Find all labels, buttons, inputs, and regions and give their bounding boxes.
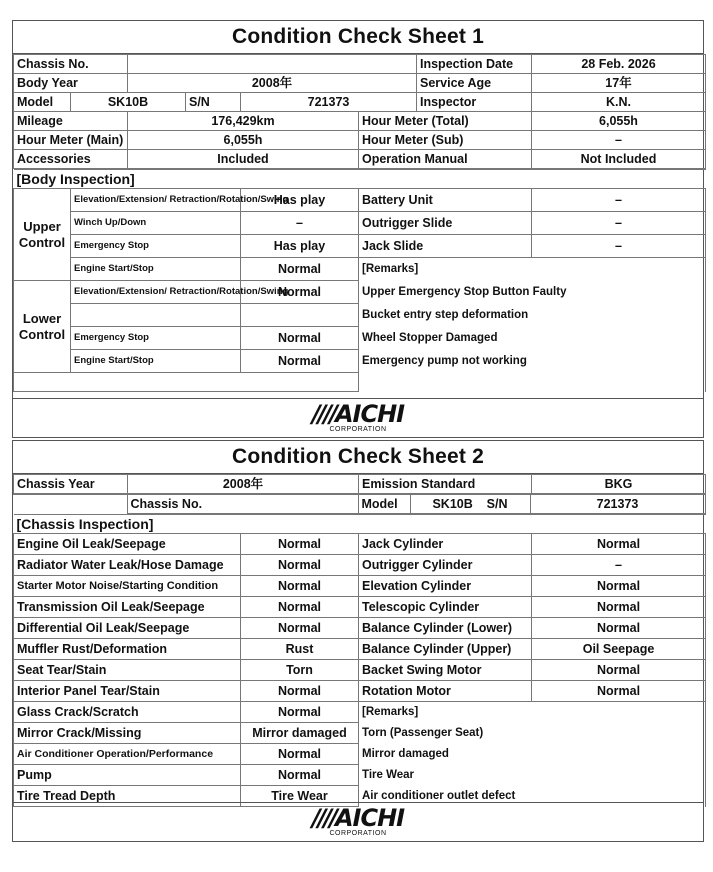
- body-inspection-table: [13, 169, 706, 392]
- chassis-item-value: Normal: [241, 744, 359, 765]
- emission-value: BKG: [532, 475, 706, 494]
- cylinder-item: Outrigger Cylinder: [359, 555, 532, 576]
- chassis-item: Seat Tear/Stain: [14, 660, 241, 681]
- inspector-value: K.N.: [532, 93, 706, 112]
- logo-name: AICHI: [334, 400, 405, 428]
- cylinder-item: Jack Cylinder: [359, 534, 532, 555]
- remarks-label: [Remarks]: [359, 702, 706, 723]
- lower-control-value: Normal: [241, 281, 359, 304]
- cylinder-item-value: Normal: [532, 576, 706, 597]
- chassis-item: Transmission Oil Leak/Seepage: [14, 597, 241, 618]
- mileage-value: 176,429km: [128, 112, 359, 131]
- cylinder-item-value: Normal: [532, 660, 706, 681]
- hour-sub-label: Hour Meter (Sub): [359, 131, 532, 150]
- right-item: Outrigger Slide: [359, 212, 532, 235]
- chassis-item-value: Normal: [241, 555, 359, 576]
- sn-value: 721373: [530, 495, 705, 514]
- chassis-item-value: Normal: [241, 576, 359, 597]
- lower-control-item: Elevation/Extension/ Retraction/Rotation/Swing: [71, 281, 241, 304]
- chassis-item-value: Normal: [241, 534, 359, 555]
- hour-total-label: Hour Meter (Total): [359, 112, 532, 131]
- operation-manual-label: Operation Manual: [359, 150, 532, 169]
- remarks-label: [Remarks]: [359, 258, 706, 281]
- sn-label: S/N: [186, 93, 241, 112]
- model-value: SK10B S/N: [410, 495, 530, 514]
- body-year-value: 2008年: [128, 74, 417, 93]
- upper-control-item: Emergency Stop: [71, 235, 241, 258]
- logo-sub: CORPORATION: [329, 426, 387, 433]
- sheet1-info-table: [13, 54, 706, 169]
- chassis-inspection-table: [13, 514, 706, 807]
- logo-name: AICHI: [334, 804, 405, 832]
- lower-control-value: Normal: [241, 350, 359, 373]
- cylinder-item: Elevation Cylinder: [359, 576, 532, 597]
- inspector-label: Inspector: [417, 93, 532, 112]
- accessories-value: Included: [128, 150, 359, 169]
- cylinder-item-value: –: [532, 555, 706, 576]
- upper-control-item: Engine Start/Stop: [71, 258, 241, 281]
- accessories-label: Accessories: [14, 150, 128, 169]
- cylinder-item: Balance Cylinder (Upper): [359, 639, 532, 660]
- condition-check-sheet-2: [12, 440, 704, 842]
- remark-line: Air conditioner outlet defect: [359, 786, 706, 807]
- cylinder-item: Telescopic Cylinder: [359, 597, 532, 618]
- chassis-item-value: Normal: [241, 618, 359, 639]
- chassis-item-value: Normal: [241, 597, 359, 618]
- chassis-item: Interior Panel Tear/Stain: [14, 681, 241, 702]
- inspection-date-value: 28 Feb. 2026: [532, 55, 706, 74]
- sheet2-title: Condition Check Sheet 2: [13, 441, 703, 474]
- cylinder-item-value: Normal: [532, 681, 706, 702]
- cylinder-item-value: Normal: [532, 618, 706, 639]
- cylinder-item: Backet Swing Motor: [359, 660, 532, 681]
- remark-line: Emergency pump not working: [359, 350, 706, 373]
- lower-control-item: Emergency Stop: [71, 327, 241, 350]
- lower-control-value: Normal: [241, 327, 359, 350]
- hour-main-value: 6,055h: [128, 131, 359, 150]
- inspection-date-label: Inspection Date: [417, 55, 532, 74]
- logo-sub: CORPORATION: [329, 830, 387, 837]
- right-item-value: –: [532, 235, 706, 258]
- right-item: Jack Slide: [359, 235, 532, 258]
- chassis-item: Air Conditioner Operation/Performance: [14, 744, 241, 765]
- chassis-year-label: Chassis Year: [14, 475, 128, 494]
- chassis-item: Differential Oil Leak/Seepage: [14, 618, 241, 639]
- chassis-item: Radiator Water Leak/Hose Damage: [14, 555, 241, 576]
- upper-control-value: –: [241, 212, 359, 235]
- cylinder-item: Rotation Motor: [359, 681, 532, 702]
- cylinder-item-value: Normal: [532, 597, 706, 618]
- cylinder-item-value: Oil Seepage: [532, 639, 706, 660]
- chassis-year-value: 2008年: [128, 475, 359, 494]
- remark-line: Tire Wear: [359, 765, 706, 786]
- model-value: SK10B: [71, 93, 186, 112]
- sheet1-footer: [13, 398, 703, 437]
- remark-line: Mirror damaged: [359, 744, 706, 765]
- operation-manual-value: Not Included: [532, 150, 706, 169]
- hour-sub-value: –: [532, 131, 706, 150]
- upper-control-value: Has play: [241, 189, 359, 212]
- sheet1-title: Condition Check Sheet 1: [13, 21, 703, 54]
- aichi-logo: ////AICHI CORPORATION: [311, 400, 405, 433]
- chassis-item: Engine Oil Leak/Seepage: [14, 534, 241, 555]
- cylinder-item: Balance Cylinder (Lower): [359, 618, 532, 639]
- cylinder-item-value: Normal: [532, 534, 706, 555]
- blank-row: [14, 373, 359, 392]
- chassis-item-value: Normal: [241, 702, 359, 723]
- sheet2-footer: [13, 802, 703, 841]
- model-label: Model: [358, 495, 410, 514]
- sheet2-chassis-row: [13, 494, 706, 514]
- lower-control-item: Engine Start/Stop: [71, 350, 241, 373]
- condition-check-sheet-1: [12, 20, 704, 438]
- chassis-inspection-heading: [Chassis Inspection]: [14, 515, 706, 534]
- chassis-item-value: Mirror damaged: [241, 723, 359, 744]
- chassis-item: Glass Crack/Scratch: [14, 702, 241, 723]
- body-inspection-heading: [Body Inspection]: [14, 170, 706, 189]
- sn-label: S/N: [486, 496, 508, 511]
- chassis-no-label: Chassis No.: [14, 55, 128, 74]
- service-age-value: 17年: [532, 74, 706, 93]
- aichi-logo: ////AICHI CORPORATION: [311, 804, 405, 837]
- upper-control-value: Normal: [241, 258, 359, 281]
- chassis-item-value: Normal: [241, 765, 359, 786]
- chassis-item: Tire Tread Depth: [14, 786, 241, 807]
- blank-row: [359, 373, 706, 392]
- upper-control-value: Has play: [241, 235, 359, 258]
- chassis-item: Muffler Rust/Deformation: [14, 639, 241, 660]
- emission-label: Emission Standard: [359, 475, 532, 494]
- chassis-no-value: [128, 55, 417, 74]
- upper-control-item: Elevation/Extension/ Retraction/Rotation/Swing: [71, 189, 241, 212]
- right-item-value: –: [532, 212, 706, 235]
- lower-control-item: [71, 304, 241, 327]
- chassis-item-value: Torn: [241, 660, 359, 681]
- sn-value: 721373: [241, 93, 417, 112]
- remark-line: Wheel Stopper Damaged: [359, 327, 706, 350]
- service-age-label: Service Age: [417, 74, 532, 93]
- body-year-label: Body Year: [14, 74, 128, 93]
- lower-control-label: Lower Control: [14, 281, 71, 373]
- remark-line: Upper Emergency Stop Button Faulty: [359, 281, 706, 304]
- upper-control-label: Upper Control: [14, 189, 71, 281]
- chassis-item: Mirror Crack/Missing: [14, 723, 241, 744]
- sheet2-info-table: [13, 474, 706, 494]
- chassis-no-label: Chassis No.: [127, 495, 358, 514]
- right-item-value: –: [532, 189, 706, 212]
- hour-total-value: 6,055h: [532, 112, 706, 131]
- mileage-label: Mileage: [14, 112, 128, 131]
- chassis-item-value: Tire Wear: [241, 786, 359, 807]
- model-label: Model: [14, 93, 71, 112]
- chassis-item: Starter Motor Noise/Starting Condition: [14, 576, 241, 597]
- chassis-item: Pump: [14, 765, 241, 786]
- chassis-item-value: Rust: [241, 639, 359, 660]
- remark-line: Bucket entry step deformation: [359, 304, 706, 327]
- blank-cell: [13, 495, 127, 514]
- lower-control-value: [241, 304, 359, 327]
- remark-line: Torn (Passenger Seat): [359, 723, 706, 744]
- upper-control-item: Winch Up/Down: [71, 212, 241, 235]
- right-item: Battery Unit: [359, 189, 532, 212]
- hour-main-label: Hour Meter (Main): [14, 131, 128, 150]
- chassis-item-value: Normal: [241, 681, 359, 702]
